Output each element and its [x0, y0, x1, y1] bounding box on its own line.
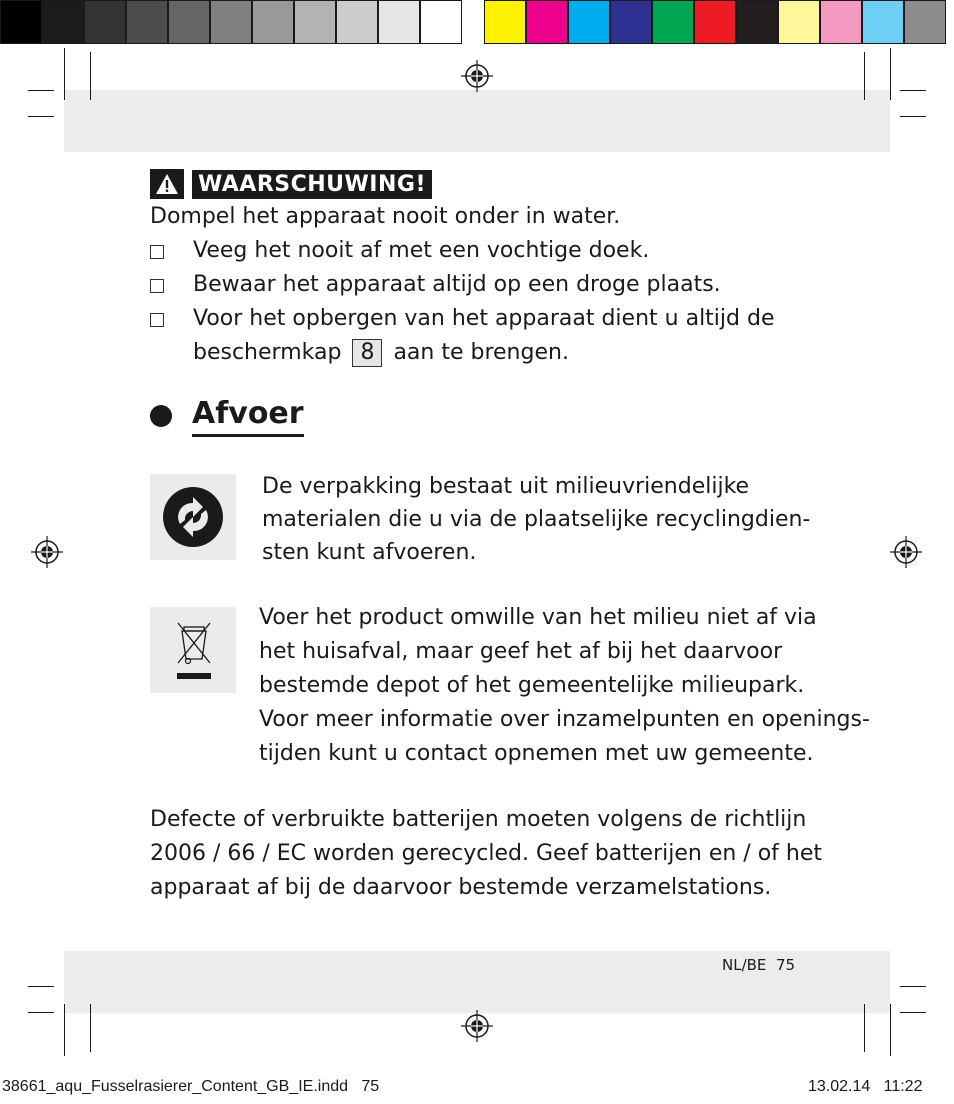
color-swatch: [378, 0, 420, 44]
part-number-box: 8: [352, 339, 382, 367]
crop-mark: [900, 116, 926, 117]
warning-text: Dompel het apparaat nooit onder in water.: [150, 204, 621, 229]
crossed-out-wheelie-bin-icon: [150, 607, 236, 693]
bullet-square: [150, 313, 164, 327]
crop-mark: [28, 116, 54, 117]
color-swatch: [168, 0, 210, 44]
crop-mark: [90, 1004, 91, 1052]
slug-time: 11:22: [883, 1078, 923, 1095]
warning-bullet: Veeg het nooit af met een vochtige doek.: [193, 238, 650, 263]
color-swatch: [652, 0, 694, 44]
page-number: 75: [775, 956, 796, 974]
warning-triangle-icon: [150, 169, 184, 199]
crop-mark: [890, 48, 891, 100]
product-disposal-text: het huisafval, maar geef het af bij het daarvoor: [259, 639, 783, 664]
battery-disposal-text: 2006 / 66 / EC worden gerecycled. Geef batterijen en / of het: [150, 841, 822, 866]
color-swatch: [126, 0, 168, 44]
color-swatch: [210, 0, 252, 44]
color-swatch: [484, 0, 526, 44]
color-swatch: [694, 0, 736, 44]
color-swatch: [0, 0, 42, 44]
section-title: Afvoer: [192, 394, 304, 437]
crop-mark: [864, 52, 865, 100]
packaging-text: materialen die u via de plaatselijke recyclingdien-: [262, 507, 811, 532]
color-swatch: [568, 0, 610, 44]
crop-mark: [864, 1004, 865, 1052]
section-heading: [150, 394, 304, 437]
language-code: NL/BE: [722, 956, 767, 974]
bullet-text: aan te brengen.: [393, 340, 569, 365]
crop-mark: [64, 48, 65, 100]
product-disposal-text: Voer het product omwille van het milieu niet af via: [259, 605, 817, 630]
product-disposal-text: tijden kunt u contact opnemen met uw gemeente.: [259, 741, 814, 766]
header-band: [64, 90, 890, 152]
crop-mark: [64, 1004, 65, 1056]
product-disposal-text: bestemde depot of het gemeentelijke milieupark.: [259, 673, 805, 698]
color-swatch: [526, 0, 568, 44]
color-swatch: [610, 0, 652, 44]
slug-filename: 38661_aqu_Fusselrasierer_Content_GB_IE.indd: [2, 1078, 349, 1095]
color-swatch: [736, 0, 778, 44]
crop-mark: [28, 90, 54, 91]
crop-mark: [900, 1012, 926, 1013]
color-swatch: [904, 0, 946, 44]
battery-disposal-text: apparaat af bij de daarvoor bestemde verzamelstations.: [150, 875, 772, 900]
process-color-bar: [484, 0, 946, 46]
crop-mark: [28, 1012, 54, 1013]
color-swatch: [778, 0, 820, 44]
slug-page: 75: [361, 1078, 380, 1095]
registration-mark-icon: [31, 536, 63, 568]
battery-disposal-text: Defecte of verbruikte batterijen moeten volgens de richtlijn: [150, 807, 807, 832]
bullet-text: beschermkap: [193, 340, 342, 365]
slug-datetime: [808, 1078, 922, 1096]
grayscale-color-bar: [0, 0, 462, 46]
packaging-text: sten kunt afvoeren.: [262, 540, 477, 565]
warning-bullet: Voor het opbergen van het apparaat dient u altijd de: [193, 306, 775, 331]
slug-file: [2, 1078, 379, 1096]
color-swatch: [820, 0, 862, 44]
registration-mark-icon: [461, 1010, 493, 1042]
warning-bullet: Bewaar het apparaat altijd op een droge plaats.: [193, 272, 721, 297]
color-swatch: [42, 0, 84, 44]
page-footer: [722, 956, 795, 974]
bullet-square: [150, 279, 164, 293]
slug-date: 13.02.14: [808, 1078, 871, 1095]
heading-bullet-icon: [150, 405, 172, 427]
color-swatch: [294, 0, 336, 44]
green-dot-recycle-icon: [150, 474, 236, 560]
product-disposal-text: Voor meer informatie over inzamelpunten en openings-: [259, 707, 870, 732]
crop-mark: [890, 1004, 891, 1056]
color-swatch: [84, 0, 126, 44]
crop-mark: [90, 52, 91, 100]
crop-mark: [900, 986, 926, 987]
packaging-text: De verpakking bestaat uit milieuvriendelijke: [262, 474, 750, 499]
color-swatch: [336, 0, 378, 44]
color-swatch: [862, 0, 904, 44]
warning-header: [150, 169, 432, 199]
registration-mark-icon: [890, 536, 922, 568]
warning-bullet-continuation: [193, 336, 569, 370]
registration-mark-icon: [461, 60, 493, 92]
color-swatch: [420, 0, 462, 44]
bullet-square: [150, 245, 164, 259]
color-swatch: [252, 0, 294, 44]
crop-mark: [900, 90, 926, 91]
crop-mark: [28, 986, 54, 987]
warning-label: WAARSCHUWING!: [192, 170, 432, 199]
